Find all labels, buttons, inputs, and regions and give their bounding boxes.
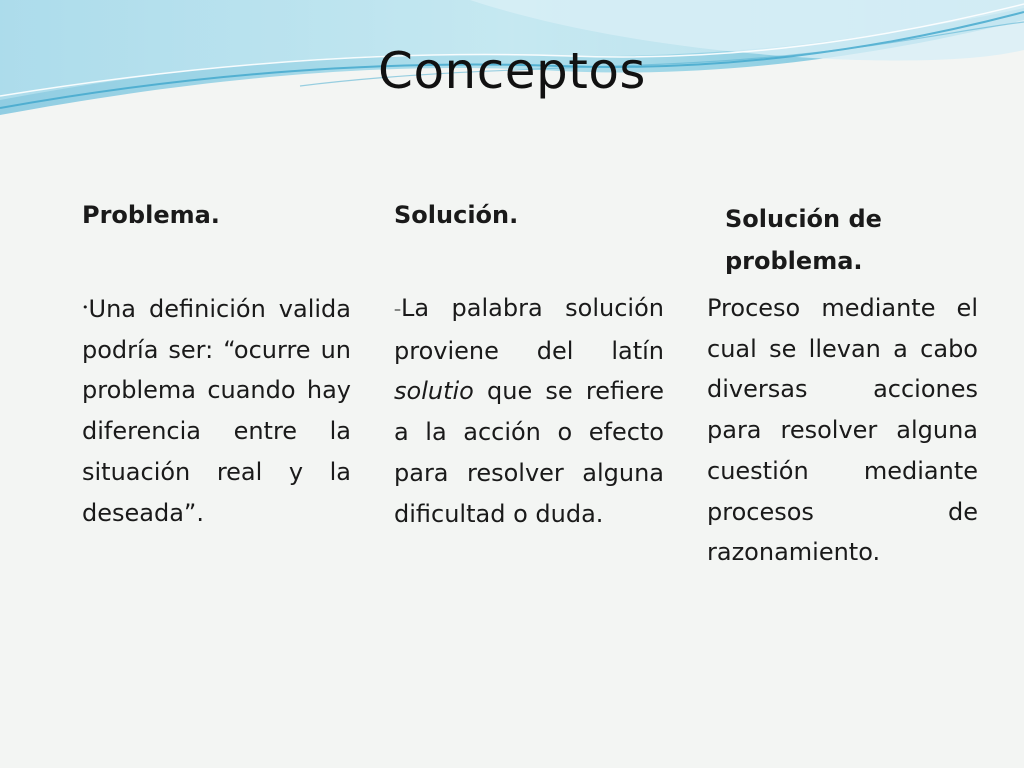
solution-definition — [394, 288, 664, 534]
solution-text-emphasis: solutio — [394, 377, 474, 406]
solution-text-before: La palabra solución proviene del latín — [394, 294, 664, 365]
problem-heading: Problema. — [82, 201, 220, 229]
problem-solving-heading: Solución de problema. — [725, 205, 882, 275]
solution-text-after: que se refiere a la acción o efecto para resolver alguna dificultad o duda. — [394, 377, 664, 528]
slide-title: Conceptos — [378, 42, 646, 100]
problem-solving-definition: Proceso mediante el cual se llevan a cabo diversas acciones para resolver alguna cuestión mediante procesos de razonamiento. — [707, 294, 978, 567]
dash-marker: – — [394, 302, 401, 318]
solution-heading: Solución. — [394, 201, 519, 229]
bullet-marker: • — [82, 301, 89, 314]
problem-text: Una definición valida podría ser: “ocurre un problema cuando hay diferencia entre la situación real y la deseada”. — [82, 295, 351, 527]
problem-definition — [82, 288, 351, 533]
